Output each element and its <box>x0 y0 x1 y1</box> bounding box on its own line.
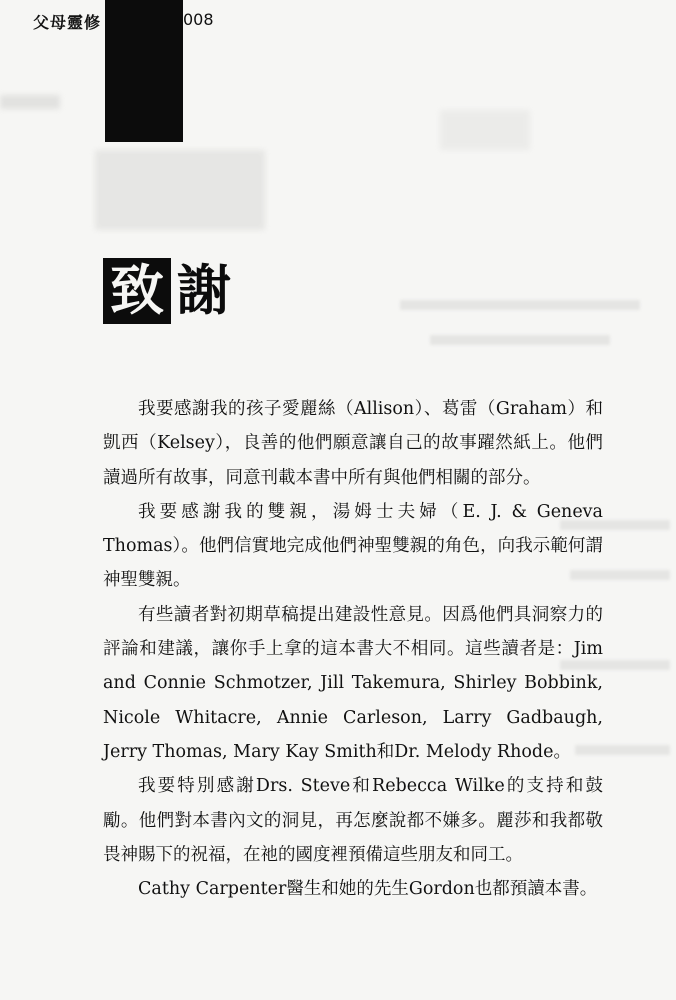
paragraph: Cathy Carpenter醫生和她的先生Gordon也都預讀本書。 <box>138 879 598 900</box>
acknowledgements-body <box>103 392 603 906</box>
redaction-block <box>105 0 183 142</box>
show-through-line <box>400 300 640 310</box>
paragraph: 我要感謝我的孩子愛麗絲（Allison）、葛雷（Graham）和凱西（Kelsey），良善的他們願意讓自己的故事躍然紙上。他們讀過所有故事，同意刊載本書中所有與他們相關的部分。 <box>103 399 603 488</box>
title-rest-char: 謝 <box>177 259 231 322</box>
show-through-line <box>430 335 610 345</box>
running-header-page: 008 <box>183 10 214 29</box>
scan-smudge <box>440 110 530 150</box>
running-header: 父母靈修 <box>33 13 102 32</box>
scan-smudge <box>0 95 60 109</box>
paragraph: 有些讀者對初期草稿提出建設性意見。因爲他們具洞察力的評論和建議，讓你手上拿的這本書大不相同。這些讀者是：Jim and Connie Schmotzer, Jill Takemura, Shirley Bobbink, Nicole Whitacre, Annie Carleson, Larry Gadbaugh, Jerry Thomas, Mary Kay Smith和Dr. Melody Rhode。 <box>103 604 603 762</box>
scan-smudge <box>95 150 265 230</box>
page-title <box>103 258 231 324</box>
paragraph: 我要特別感謝Drs. Steve和Rebecca Wilke的支持和鼓勵。他們對本書內文的洞見，再怎麼說都不嫌多。麗莎和我都敬畏神賜下的祝福，在祂的國度裡預備這些朋友和同工。 <box>103 776 603 865</box>
paragraph: 我要感謝我的雙親，湯姆士夫婦（E. J. & Geneva Thomas）。他們信實地完成他們神聖雙親的角色，向我示範何謂神聖雙親。 <box>103 501 603 591</box>
title-boxed-char: 致 <box>103 258 171 324</box>
